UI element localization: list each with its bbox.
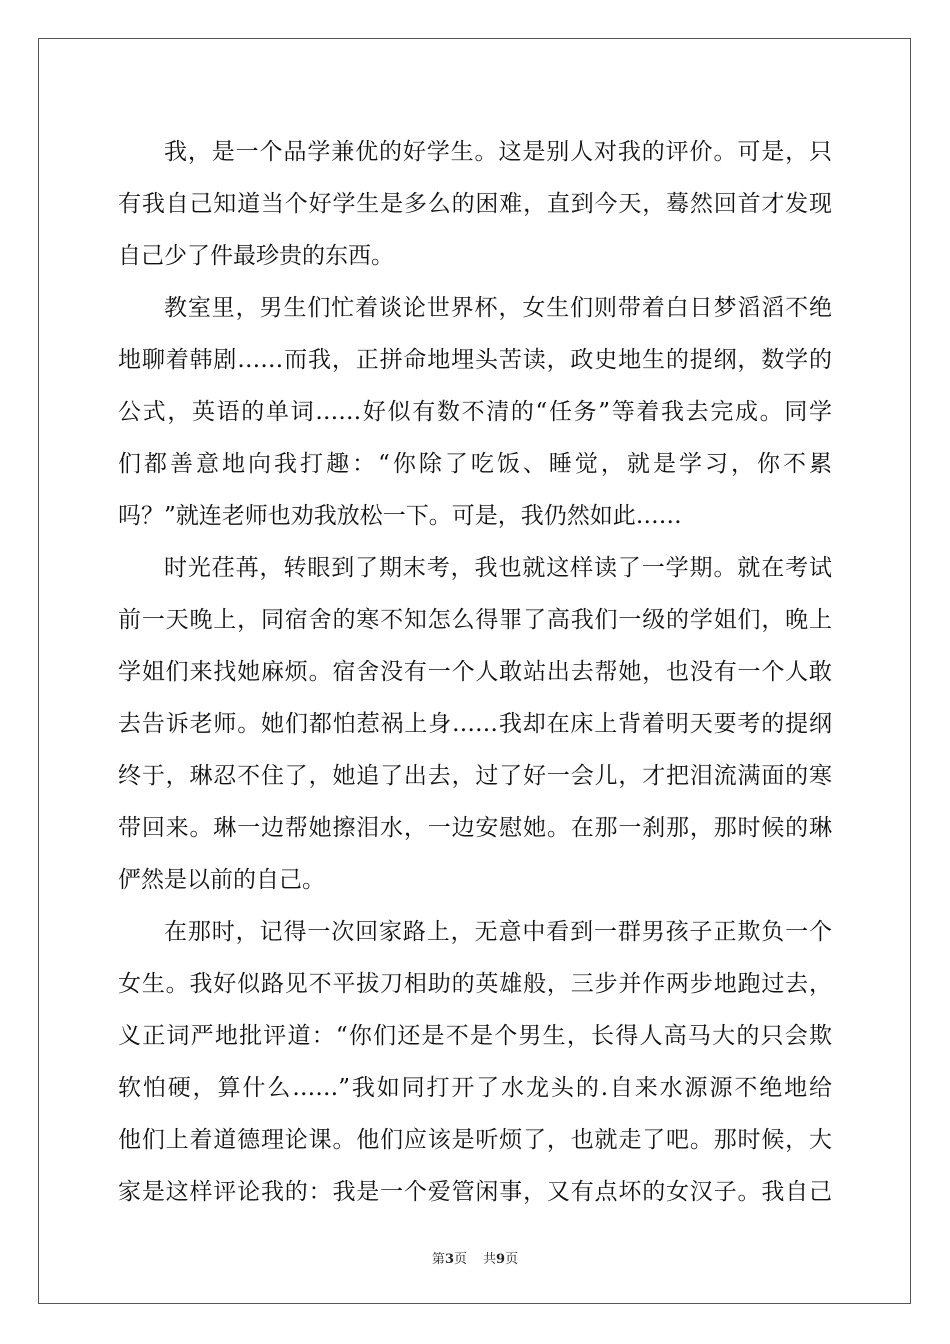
paragraph-4-line-1: 在那时，记得一次回家路上，无意中看到一群男孩子正欺负一个 [164, 919, 832, 945]
paragraph-1-line-3: 自己少了件最珍贵的东西。 [118, 243, 394, 269]
document-body [118, 126, 832, 1218]
paragraph-4-line-4: 软怕硬，算什么……”我如同打开了水龙头的.自来水源源不绝地给 [118, 1075, 832, 1101]
paragraph-3-line-6: 带回来。琳一边帮她擦泪水，一边安慰她。在那一刹那，那时候的琳 [118, 815, 832, 841]
paragraph-4-line-3: 义正词严地批评道：“你们还是不是个男生，长得人高马大的只会欺 [118, 1023, 832, 1049]
paragraph-4-line-6: 家是这样评论我的：我是一个爱管闲事，又有点坏的女汉子。我自己 [118, 1179, 832, 1205]
paragraph-2-line-5: 吗？”就连老师也劝我放松一下。可是，我仍然如此…… [118, 503, 682, 529]
paragraph-3-line-7: 俨然是以前的自己。 [118, 867, 325, 893]
paragraph-2-line-4: 们都善意地向我打趣：“你除了吃饭、睡觉，就是学习，你不累 [118, 451, 832, 477]
paragraph-2-line-3: 公式，英语的单词……好似有数不清的“任务”等着我去完成。同学 [118, 399, 832, 425]
paragraph-1-line-1: 我，是一个品学兼优的好学生。这是别人对我的评价。可是，只 [164, 139, 832, 165]
page-prefix: 第 [431, 1252, 445, 1267]
total-prefix: 共 [483, 1252, 497, 1267]
paragraph-2-line-2: 地聊着韩剧……而我，正拼命地埋头苦读，政史地生的提纲，数学的 [118, 347, 832, 373]
total-suffix: 页 [505, 1252, 519, 1267]
page-suffix: 页 [453, 1252, 467, 1267]
paragraph-4-line-2: 女生。我好似路见不平拔刀相助的英雄般，三步并作两步地跑过去， [118, 971, 832, 997]
paragraph-1-line-2: 有我自己知道当个好学生是多么的困难，直到今天，蓦然回首才发现 [118, 191, 832, 217]
page-footer [0, 1248, 950, 1267]
paragraph-3-line-5: 终于，琳忍不住了，她追了出去，过了好一会儿，才把泪流满面的寒 [118, 763, 832, 789]
total-pages: 9 [496, 1252, 506, 1267]
paragraph-3-line-2: 前一天晚上，同宿舍的寒不知怎么得罪了高我们一级的学姐们，晚上 [118, 607, 832, 633]
paragraph-3-line-1: 时光荏苒，转眼到了期末考，我也就这样读了一学期。就在考试 [164, 555, 832, 581]
paragraph-2-line-1: 教室里，男生们忙着谈论世界杯，女生们则带着白日梦滔滔不绝 [164, 295, 832, 321]
paragraph-4-line-5: 他们上着道德理论课。他们应该是听烦了，也就走了吧。那时候，大 [118, 1127, 832, 1153]
paragraph-3-line-4: 去告诉老师。她们都怕惹祸上身……我却在床上背着明天要考的提纲 [118, 711, 832, 737]
page-number: 3 [444, 1252, 454, 1267]
paragraph-3-line-3: 学姐们来找她麻烦。宿舍没有一个人敢站出去帮她，也没有一个人敢 [118, 659, 832, 685]
